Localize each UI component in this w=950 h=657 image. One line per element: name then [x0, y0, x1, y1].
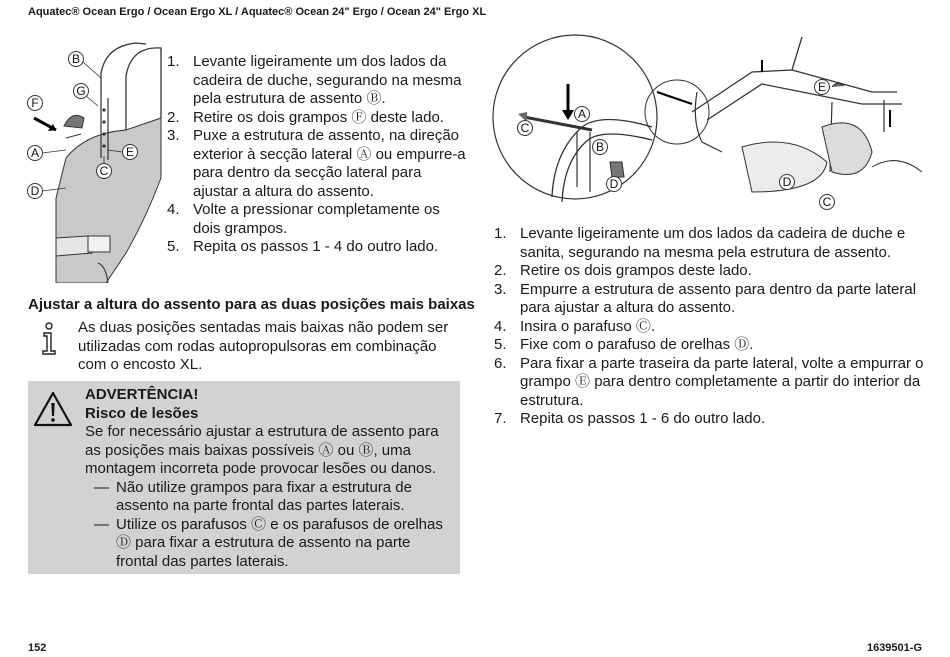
warning-triangle-icon	[33, 391, 73, 427]
page-number: 152	[28, 642, 47, 654]
list-item: 3. Puxe a estrutura de assento, na direção exterior à secção lateral Ⓐ ou empurre-a para dentro da secção lateral para ajustar a altura do assento.	[167, 127, 466, 200]
svg-text:E: E	[125, 145, 135, 159]
svg-text:D: D	[609, 177, 619, 191]
list-item: 1. Levante ligeiramente um dos lados da cadeira de duche, segurando na mesma pela estrutura de assento Ⓑ.	[167, 53, 462, 107]
svg-text:B: B	[71, 52, 81, 66]
list-item: 5. Repita os passos 1 - 4 do outro lado.	[167, 238, 439, 255]
svg-text:G: G	[76, 84, 86, 98]
header-title: Aquatec® Ocean Ergo / Ocean Ergo XL / Aquatec® Ocean 24" Ergo / Ocean 24" Ergo XL	[28, 6, 487, 18]
list-item: 6. Para fixar a parte traseira da parte lateral, volte a empurrar o grampo Ⓔ para dentro completamente a partir do interior da estrutura.	[494, 354, 924, 409]
list-item: 5. Fixe com o parafuso de orelhas Ⓓ.	[494, 336, 754, 353]
warning-bullets	[85, 479, 455, 572]
svg-text:A: A	[30, 146, 40, 160]
document-id: 1639501-G	[866, 642, 922, 654]
svg-text:C: C	[99, 164, 109, 178]
seat-adjust-illustration-right	[492, 32, 922, 217]
info-note: As duas posições sentadas mais baixas não podem ser utilizadas com rodas autopropulsoras em combinação com o encosto XL.	[78, 319, 449, 373]
steps-left	[167, 53, 467, 257]
warning-box	[28, 381, 460, 574]
list-item: 3. Empurre a estrutura de assento para dentro da parte lateral para ajustar a altura do assento.	[494, 280, 917, 316]
list-item: 2. Retire os dois grampos deste lado.	[494, 262, 752, 279]
svg-text:E: E	[817, 80, 827, 94]
svg-text:C: C	[520, 121, 530, 135]
svg-text:D: D	[30, 184, 40, 198]
seat-adjust-illustration-left	[26, 38, 162, 283]
svg-text:B: B	[595, 140, 605, 154]
warning-subtitle: Risco de lesões	[85, 404, 199, 422]
svg-text:F: F	[31, 96, 39, 110]
steps-right	[494, 225, 924, 429]
info-icon	[40, 322, 58, 356]
warning-text: Se for necessário ajustar a estrutura de assento para as posições mais baixas possíveis Ⓐ ou Ⓑ, uma montagem incorreta pode provocar lesões ou danos.	[85, 423, 439, 477]
list-item: — Utilize os parafusos Ⓒ e os parafusos de orelhas Ⓓ para fixar a estrutura de assento na parte frontal das partes laterais.	[94, 515, 443, 570]
list-item: 7. Repita os passos 1 - 6 do outro lado.	[494, 410, 766, 427]
list-item: 4. Insira o parafuso Ⓒ.	[494, 317, 656, 335]
list-item: 4. Volte a pressionar completamente os dois grampos.	[167, 201, 440, 237]
list-item: 2. Retire os dois grampos Ⓕ deste lado.	[167, 108, 444, 126]
section-heading: Ajustar a altura do assento para as duas posições mais baixas	[28, 296, 475, 313]
list-item: 1. Levante ligeiramente um dos lados da cadeira de duche e sanita, segurando na mesma pela estrutura de assento.	[494, 225, 906, 261]
list-item: — Não utilize grampos para fixar a estrutura de assento na parte frontal das partes laterais.	[94, 478, 412, 514]
svg-text:A: A	[577, 107, 587, 121]
svg-text:C: C	[822, 195, 832, 209]
svg-text:D: D	[782, 175, 792, 189]
warning-title: ADVERTÊNCIA!	[85, 386, 199, 403]
